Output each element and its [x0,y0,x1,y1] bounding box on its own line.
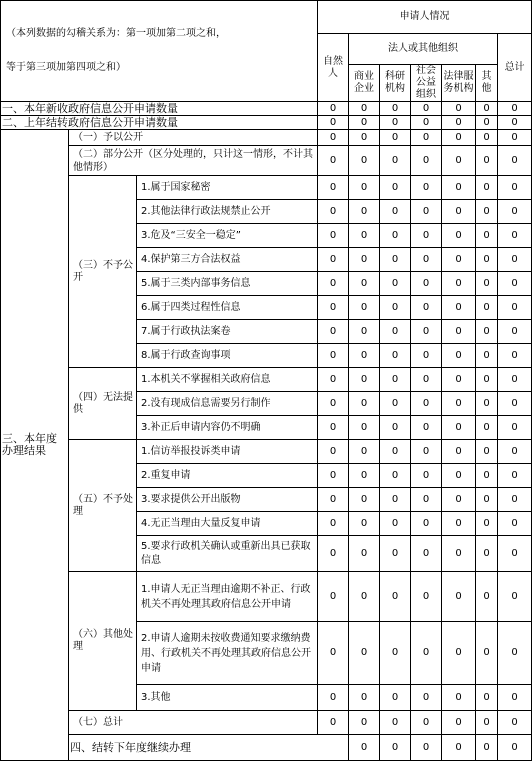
value-cell: 0 [442,622,476,685]
value-cell: 0 [498,248,532,272]
value-cell: 0 [349,320,380,344]
value-cell: 0 [349,622,380,685]
item-label: 4.无正当理由大量反复申请 [137,512,318,536]
value-cell: 0 [411,711,442,735]
value-cell: 0 [476,512,498,536]
value-cell: 0 [411,536,442,572]
value-cell: 0 [498,735,532,761]
org-type-legal-service: 法律服务机构 [442,65,476,102]
value-cell: 0 [318,392,349,416]
value-cell: 0 [318,572,349,622]
group-label-unable-to-provide: （四）无法提供 [69,368,137,440]
value-cell: 0 [476,488,498,512]
value-cell: 0 [442,116,476,130]
value-cell: 0 [498,416,532,440]
value-cell: 0 [380,130,411,146]
value-cell: 0 [349,146,380,176]
value-cell: 0 [380,536,411,572]
value-cell: 0 [411,622,442,685]
value-cell: 0 [442,735,476,761]
value-cell: 0 [411,464,442,488]
value-cell: 0 [349,464,380,488]
item-label: 3.要求提供公开出版物 [137,488,318,512]
value-cell: 0 [411,685,442,711]
value-cell: 0 [411,296,442,320]
value-cell: 0 [349,392,380,416]
table-row [1,102,532,116]
value-cell: 0 [411,320,442,344]
item-label: 2.申请人逾期未按收费通知要求缴纳费用、行政机关不再处理其政府信息公开申请 [137,622,318,685]
value-cell: 0 [411,224,442,248]
value-cell: 0 [442,176,476,200]
value-cell: 0 [498,440,532,464]
value-cell: 0 [349,102,380,116]
value-cell: 0 [349,344,380,368]
item-label: 8.属于行政查询事项 [137,344,318,368]
value-cell: 0 [442,224,476,248]
table-row [1,711,532,735]
total-header: 总计 [498,34,532,102]
value-cell: 0 [442,368,476,392]
value-cell: 0 [442,296,476,320]
value-cell: 0 [318,116,349,130]
value-cell: 0 [318,416,349,440]
value-cell: 0 [318,685,349,711]
value-cell: 0 [476,296,498,320]
value-cell: 0 [318,272,349,296]
value-cell: 0 [411,176,442,200]
value-cell: 0 [476,392,498,416]
value-cell: 0 [318,102,349,116]
item-label: 5.要求行政机关确认或重新出具已获取信息 [137,536,318,572]
value-cell: 0 [380,488,411,512]
value-cell: 0 [411,146,442,176]
value-cell: 0 [318,536,349,572]
value-cell: 0 [349,685,380,711]
value-cell: 0 [476,440,498,464]
value-cell: 0 [380,344,411,368]
value-cell: 0 [349,248,380,272]
value-cell: 0 [380,572,411,622]
value-cell: 0 [498,146,532,176]
item-label: 7.属于行政执法案卷 [137,320,318,344]
value-cell: 0 [442,272,476,296]
item-label: 1.属于国家秘密 [137,176,318,200]
row-label-carry-forward: 四、结转下年度继续办理 [69,735,349,761]
item-label: 1.本机关不掌握相关政府信息 [137,368,318,392]
value-cell: 0 [318,440,349,464]
value-cell: 0 [498,536,532,572]
value-cell: 0 [380,146,411,176]
value-cell: 0 [442,102,476,116]
value-cell: 0 [476,272,498,296]
value-cell: 0 [476,572,498,622]
row-label-new-requests: 一、本年新收政府信息公开申请数量 [1,102,318,116]
value-cell: 0 [476,116,498,130]
value-cell: 0 [349,735,380,761]
value-cell: 0 [498,176,532,200]
note-cell [1,1,318,102]
value-cell: 0 [349,224,380,248]
value-cell: 0 [442,512,476,536]
value-cell: 0 [476,344,498,368]
value-cell: 0 [476,146,498,176]
value-cell: 0 [498,344,532,368]
table-row [1,146,532,176]
value-cell: 0 [498,130,532,146]
value-cell: 0 [411,344,442,368]
value-cell: 0 [349,176,380,200]
value-cell: 0 [349,272,380,296]
value-cell: 0 [498,272,532,296]
value-cell: 0 [476,536,498,572]
value-cell: 0 [476,711,498,735]
value-cell: 0 [498,622,532,685]
item-label: 3.其他 [137,685,318,711]
value-cell: 0 [411,248,442,272]
value-cell: 0 [476,416,498,440]
applicant-header: 申请人情况 [318,1,532,34]
value-cell: 0 [380,320,411,344]
value-cell: 0 [442,572,476,622]
value-cell: 0 [318,464,349,488]
value-cell: 0 [318,488,349,512]
value-cell: 0 [498,572,532,622]
note-line-2: 等于第三项加第四项之和） [6,62,126,73]
value-cell: 0 [380,440,411,464]
value-cell: 0 [380,296,411,320]
value-cell: 0 [411,368,442,392]
value-cell: 0 [349,130,380,146]
value-cell: 0 [498,296,532,320]
value-cell: 0 [442,392,476,416]
table-row [1,130,532,146]
value-cell: 0 [498,488,532,512]
value-cell: 0 [380,464,411,488]
value-cell: 0 [318,176,349,200]
value-cell: 0 [380,685,411,711]
value-cell: 0 [442,320,476,344]
value-cell: 0 [498,102,532,116]
value-cell: 0 [318,512,349,536]
value-cell: 0 [498,320,532,344]
value-cell: 0 [380,248,411,272]
value-cell: 0 [442,130,476,146]
value-cell: 0 [411,102,442,116]
row-label-carried-over: 二、上年结转政府信息公开申请数量 [1,116,318,130]
value-cell: 0 [411,572,442,622]
row-label-partial: （二）部分公开（区分处理的，只计这一情形，不计其他情形） [69,146,318,176]
value-cell: 0 [349,440,380,464]
value-cell: 0 [318,296,349,320]
natural-person-header: 自然人 [318,34,349,102]
value-cell: 0 [318,200,349,224]
section-label-results: 三、本年度办理结果 [1,130,69,761]
value-cell: 0 [498,116,532,130]
value-cell: 0 [411,130,442,146]
value-cell: 0 [318,368,349,392]
value-cell: 0 [476,130,498,146]
value-cell: 0 [380,512,411,536]
value-cell: 0 [498,200,532,224]
table-row [1,440,532,464]
value-cell: 0 [442,200,476,224]
value-cell: 0 [411,735,442,761]
table-row [1,368,532,392]
value-cell: 0 [498,368,532,392]
value-cell: 0 [380,416,411,440]
value-cell: 0 [442,464,476,488]
row-label-disclosed: （一）予以公开 [69,130,318,146]
item-label: 2.没有现成信息需要另行制作 [137,392,318,416]
value-cell: 0 [476,200,498,224]
value-cell: 0 [476,685,498,711]
item-label: 6.属于四类过程性信息 [137,296,318,320]
value-cell: 0 [442,146,476,176]
value-cell: 0 [411,200,442,224]
value-cell: 0 [349,572,380,622]
value-cell: 0 [318,224,349,248]
value-cell: 0 [411,272,442,296]
value-cell: 0 [349,512,380,536]
legal-org-header: 法人或其他组织 [349,34,498,65]
org-type-research: 科研机构 [380,65,411,102]
value-cell: 0 [411,440,442,464]
value-cell: 0 [380,735,411,761]
value-cell: 0 [318,344,349,368]
value-cell: 0 [476,248,498,272]
value-cell: 0 [380,392,411,416]
group-label-not-disclosed: （三）不予公开 [69,176,137,368]
value-cell: 0 [442,440,476,464]
value-cell: 0 [498,711,532,735]
value-cell: 0 [442,488,476,512]
value-cell: 0 [476,320,498,344]
value-cell: 0 [380,711,411,735]
value-cell: 0 [380,176,411,200]
value-cell: 0 [349,488,380,512]
table-row [1,735,532,761]
value-cell: 0 [349,368,380,392]
value-cell: 0 [318,146,349,176]
value-cell: 0 [411,512,442,536]
value-cell: 0 [411,488,442,512]
value-cell: 0 [498,392,532,416]
item-label: 1.信访举报投诉类申请 [137,440,318,464]
value-cell: 0 [498,512,532,536]
value-cell: 0 [318,711,349,735]
org-type-other: 其他 [476,65,498,102]
value-cell: 0 [498,224,532,248]
value-cell: 0 [380,116,411,130]
value-cell: 0 [349,116,380,130]
value-cell: 0 [349,200,380,224]
table-row [1,572,532,622]
value-cell: 0 [318,248,349,272]
row-label-total: （七）总计 [69,711,318,735]
group-label-not-processed: （五）不予处理 [69,440,137,572]
item-label: 3.危及“三安全一稳定” [137,224,318,248]
table-row [1,116,532,130]
value-cell: 0 [476,464,498,488]
org-type-public-welfare: 社会公益组织 [411,65,442,102]
item-label: 1.申请人无正当理由逾期不补正、行政机关不再处理其政府信息公开申请 [137,572,318,622]
value-cell: 0 [498,685,532,711]
value-cell: 0 [411,416,442,440]
value-cell: 0 [442,711,476,735]
item-label: 4.保护第三方合法权益 [137,248,318,272]
value-cell: 0 [476,622,498,685]
value-cell: 0 [411,116,442,130]
value-cell: 0 [318,320,349,344]
value-cell: 0 [442,344,476,368]
item-label: 2.重复申请 [137,464,318,488]
value-cell: 0 [476,224,498,248]
value-cell: 0 [380,200,411,224]
value-cell: 0 [380,102,411,116]
value-cell: 0 [476,102,498,116]
group-label-other-handling: （六）其他处理 [69,572,137,711]
value-cell: 0 [442,416,476,440]
value-cell: 0 [380,272,411,296]
table-row [1,176,532,200]
item-label: 2.其他法律行政法规禁止公开 [137,200,318,224]
value-cell: 0 [318,130,349,146]
item-label: 5.属于三类内部事务信息 [137,272,318,296]
value-cell: 0 [349,711,380,735]
value-cell: 0 [442,536,476,572]
value-cell: 0 [476,176,498,200]
value-cell: 0 [380,622,411,685]
value-cell: 0 [349,296,380,320]
value-cell: 0 [380,368,411,392]
value-cell: 0 [349,536,380,572]
value-cell: 0 [442,685,476,711]
org-type-business: 商业企业 [349,65,380,102]
value-cell: 0 [318,622,349,685]
value-cell: 0 [411,392,442,416]
value-cell: 0 [442,248,476,272]
value-cell: 0 [380,224,411,248]
note-line-1: （本列数据的勾稽关系为：第一项加第二项之和， [6,28,226,39]
value-cell: 0 [476,735,498,761]
value-cell: 0 [349,416,380,440]
item-label: 3.补正后申请内容仍不明确 [137,416,318,440]
value-cell: 0 [476,368,498,392]
value-cell: 0 [498,464,532,488]
